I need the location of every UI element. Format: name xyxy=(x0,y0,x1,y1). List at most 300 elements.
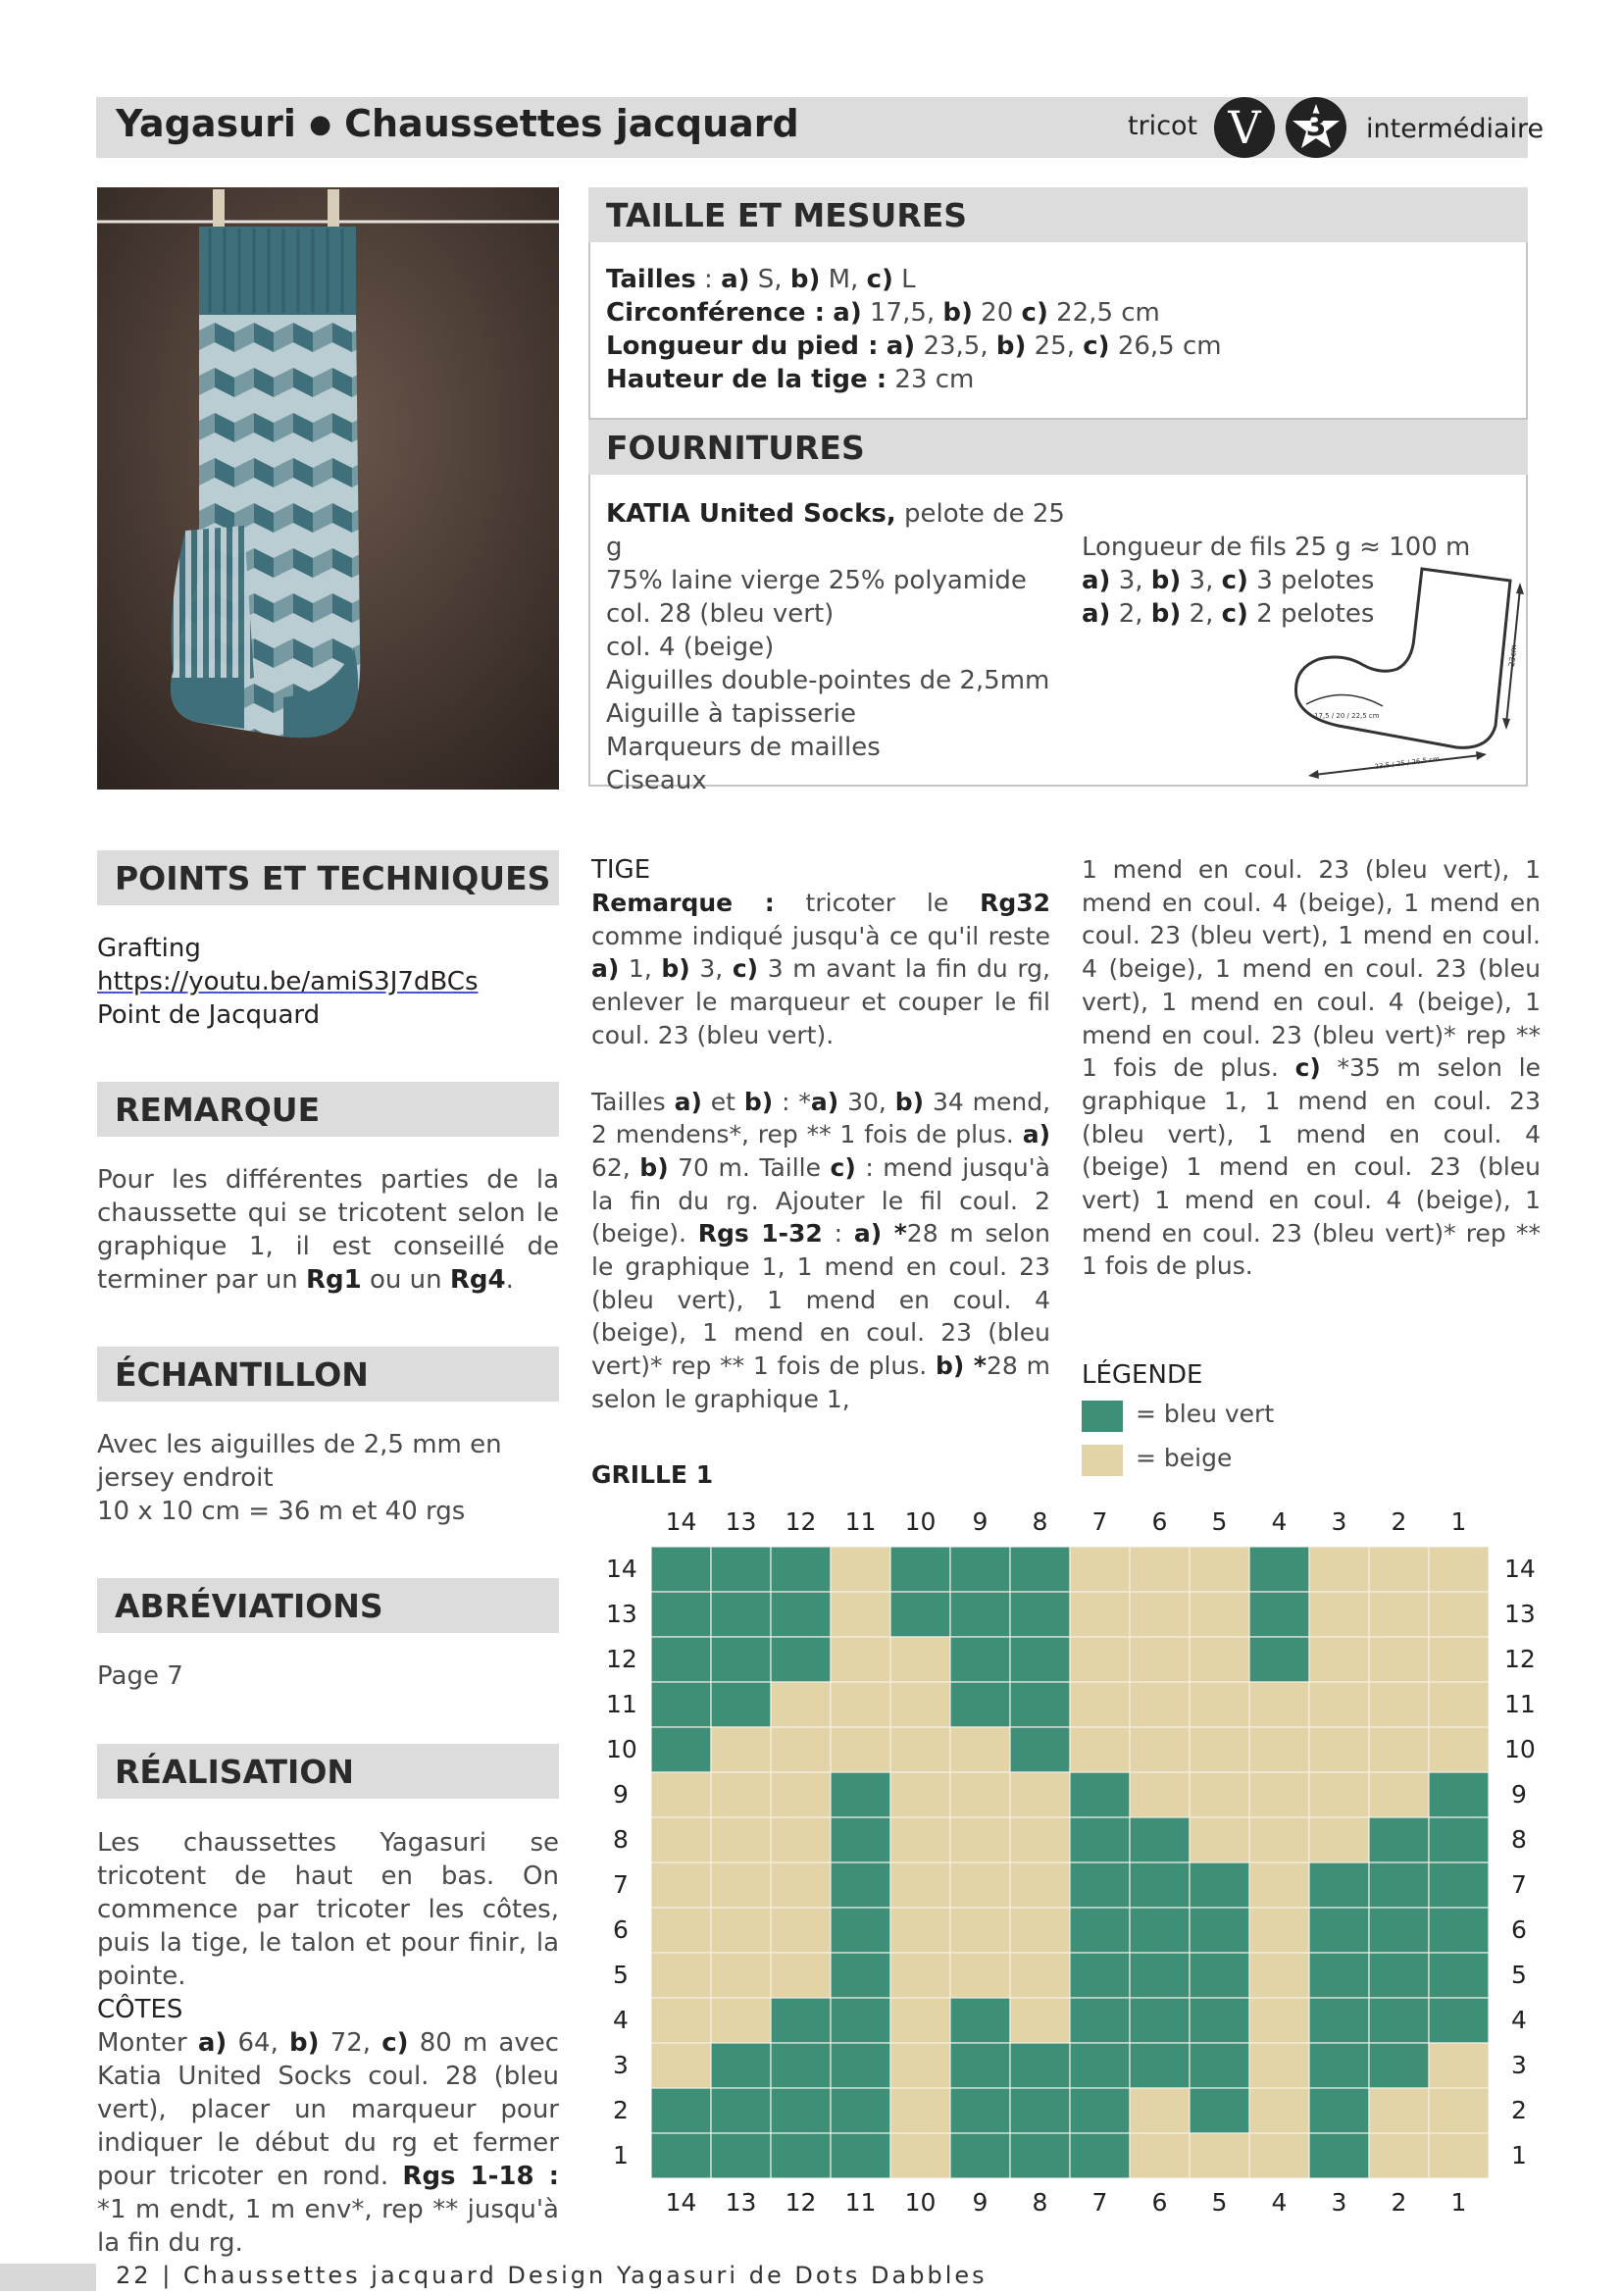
chart-cell xyxy=(1249,1817,1309,1862)
grid-col-label: 9 xyxy=(972,2188,988,2217)
chart-cell xyxy=(831,1953,890,1998)
grid-col-label: 7 xyxy=(1091,2188,1108,2217)
chart-cell xyxy=(1130,1682,1190,1727)
section-heading-taille: TAILLE ET MESURES xyxy=(588,187,1528,242)
chart-cell xyxy=(651,1998,711,2043)
chart-cell xyxy=(1070,1862,1130,1908)
chart-cell xyxy=(1010,1637,1070,1682)
chart-cell xyxy=(1309,1592,1369,1637)
chart-cell xyxy=(831,1862,890,1908)
chart-cell xyxy=(651,1727,711,1772)
chart-cell xyxy=(1309,1908,1369,1953)
grid-col-label: 13 xyxy=(725,1507,757,1536)
grid-row-label: 14 xyxy=(1504,1555,1536,1583)
chart-cell xyxy=(1010,1862,1070,1908)
chart-cell xyxy=(1070,1682,1130,1727)
grid-col-label: 12 xyxy=(785,2188,817,2217)
chart-cell xyxy=(651,1817,711,1862)
chart-cell xyxy=(1249,1772,1309,1817)
chart-cell xyxy=(890,1592,950,1637)
chart-cell xyxy=(1369,1682,1429,1727)
grid-col-label: 8 xyxy=(1032,2188,1048,2217)
cotes-text: Monter a) 64, b) 72, c) 80 m avec Katia United Socks coul. 28 (bleu vert), placer un marqueur pour indiquer le début du rg et fermer pour tricoter en rond. Rgs 1-18 : *1 m endt, 1 m env*, rep ** jusqu'à la fin du rg. xyxy=(97,2028,560,2258)
chart-cell xyxy=(651,2088,711,2133)
chart-cell xyxy=(1130,2088,1190,2133)
chart-cell xyxy=(711,1547,771,1592)
chart-cell xyxy=(1249,2043,1309,2088)
chart-cell xyxy=(771,1547,831,1592)
grid-row-labels-left xyxy=(606,1547,635,2178)
fourniture-item: col. 28 (bleu vert) xyxy=(606,599,835,629)
chart-cell xyxy=(950,1592,1010,1637)
chart-cell xyxy=(711,2043,771,2088)
chart-cell xyxy=(890,1998,950,2043)
fourniture-item: Aiguille à tapisserie xyxy=(606,699,856,729)
chart-cell xyxy=(651,2043,711,2088)
chart-cell xyxy=(1309,2088,1369,2133)
grid-row-label: 11 xyxy=(1504,1690,1536,1718)
chart-cell xyxy=(1309,1727,1369,1772)
chart-cell xyxy=(1130,1592,1190,1637)
pelotes-beige: a) 2, b) 2, c) 2 pelotes xyxy=(1082,599,1375,629)
chart-cell xyxy=(651,1953,711,1998)
chart-cell xyxy=(1429,2088,1489,2133)
chart-cell xyxy=(1010,1953,1070,1998)
chart-cell xyxy=(950,2043,1010,2088)
chart-cell xyxy=(711,1727,771,1772)
abreviations-page: Page 7 xyxy=(97,1661,183,1691)
grafting-video-link[interactable]: https://youtu.be/amiS3J7dBCs xyxy=(97,967,479,996)
chart-cell xyxy=(1309,1862,1369,1908)
chart-cell xyxy=(771,1727,831,1772)
chart-cell xyxy=(711,1998,771,2043)
page-number: 22 xyxy=(116,2262,152,2289)
grid-row-label: 2 xyxy=(1511,2096,1527,2124)
chart-cell xyxy=(771,1592,831,1637)
grid-col-label: 2 xyxy=(1391,2188,1407,2217)
level-star-icon: 3 xyxy=(1286,97,1346,158)
chart-cell xyxy=(651,1547,711,1592)
grid-col-label: 3 xyxy=(1331,1507,1347,1536)
chart-cell xyxy=(1429,1953,1489,1998)
chart-cell xyxy=(950,2133,1010,2178)
grid-row-label: 4 xyxy=(613,2006,629,2034)
points-list xyxy=(97,932,559,1032)
grid-col-label: 5 xyxy=(1211,2188,1228,2217)
chart-cell xyxy=(1369,1998,1429,2043)
chart-cell xyxy=(1130,1727,1190,1772)
grid-row-label: 3 xyxy=(613,2051,629,2079)
chart-cell xyxy=(1369,1817,1429,1862)
echantillon-line: Avec les aiguilles de 2,5 mm en jersey endroit xyxy=(97,1430,502,1493)
chart-cell xyxy=(1369,1862,1429,1908)
diagram-foot-label: 23,5 / 25 / 26,5 cm xyxy=(1374,754,1441,771)
grid-row-label: 8 xyxy=(1511,1825,1527,1854)
footer-bar xyxy=(0,2264,96,2291)
chart-cell xyxy=(1369,1727,1429,1772)
chart-cell xyxy=(831,2133,890,2178)
chart-cell xyxy=(1130,1772,1190,1817)
chart-cell xyxy=(711,1772,771,1817)
grille-heading: GRILLE 1 xyxy=(591,1460,714,1489)
chart-cell xyxy=(1070,1817,1130,1862)
chart-cell xyxy=(950,1862,1010,1908)
chart-cell xyxy=(1429,1862,1489,1908)
chart-cell xyxy=(1429,2043,1489,2088)
remarque-text: Pour les différentes parties de la chaussette qui se tricotent selon le graphique 1, il est conseillé de terminer par un Rg1 ou un Rg4. xyxy=(97,1165,559,1295)
chart-cell xyxy=(1309,1998,1369,2043)
chart-cell xyxy=(1369,1908,1429,1953)
chart-cell xyxy=(950,1637,1010,1682)
grid-row-label: 9 xyxy=(613,1780,629,1809)
grid-row-label: 13 xyxy=(1504,1600,1536,1628)
chart-cell xyxy=(831,1772,890,1817)
chart-cell xyxy=(1190,1862,1249,1908)
legend-label-beige: = beige xyxy=(1136,1444,1233,1472)
chart-cell xyxy=(1190,1817,1249,1862)
grid-col-label: 11 xyxy=(844,2188,877,2217)
chart-cell xyxy=(950,1908,1010,1953)
fourniture-item: 75% laine vierge 25% polyamide xyxy=(606,566,1027,595)
hauteur-tige-line: Hauteur de la tige : 23 cm xyxy=(606,365,975,394)
chart-cell xyxy=(1309,1682,1369,1727)
chart-cell xyxy=(950,1953,1010,1998)
chart-cell xyxy=(711,1817,771,1862)
chart-cell xyxy=(1369,1772,1429,1817)
chart-cell xyxy=(1070,2043,1130,2088)
section-heading-echantillon: ÉCHANTILLON xyxy=(97,1347,559,1402)
fourniture-item: Aiguilles double-pointes de 2,5mm xyxy=(606,666,1050,695)
grid-col-labels-bottom xyxy=(651,2188,1489,2221)
chart-cell xyxy=(711,1592,771,1637)
chart-cell xyxy=(831,1592,890,1637)
knit-badge-icon: V xyxy=(1214,97,1275,158)
grid-row-label: 13 xyxy=(606,1600,637,1628)
section-heading-points: POINTS ET TECHNIQUES xyxy=(97,850,559,905)
chart-cell xyxy=(1010,2133,1070,2178)
chart-cell xyxy=(1429,1908,1489,1953)
chart-cell xyxy=(1249,1547,1309,1592)
grid-col-label: 4 xyxy=(1271,1507,1288,1536)
chart-cell xyxy=(890,2133,950,2178)
chart-cell xyxy=(1369,2088,1429,2133)
grid-col-label: 4 xyxy=(1271,2188,1288,2217)
jacquard-label: Point de Jacquard xyxy=(97,1000,321,1030)
chart-cell xyxy=(711,1908,771,1953)
grid-row-label: 12 xyxy=(606,1645,637,1673)
chart-cell xyxy=(950,2088,1010,2133)
chart-cell xyxy=(1249,1862,1309,1908)
chart-cell xyxy=(831,1908,890,1953)
chart-cell xyxy=(651,1908,711,1953)
chart-cell xyxy=(771,2043,831,2088)
chart-cell xyxy=(651,1772,711,1817)
chart-cell xyxy=(1249,2088,1309,2133)
chart-cell xyxy=(1190,1908,1249,1953)
section-heading-abreviations: ABRÉVIATIONS xyxy=(97,1578,559,1633)
chart-cell xyxy=(651,1637,711,1682)
chart-cell xyxy=(1309,1772,1369,1817)
chart-cell xyxy=(1010,1727,1070,1772)
chart-cell xyxy=(711,1953,771,1998)
grid-col-label: 6 xyxy=(1151,1507,1168,1536)
chart-cell xyxy=(1369,1547,1429,1592)
chart-cell xyxy=(1130,2043,1190,2088)
chart-cell xyxy=(651,1862,711,1908)
tige-tailles-ab: Tailles a) et b) : *a) 30, b) 34 mend, 2 mendens*, rep ** 1 fois de plus. a) 62, b) 70 m. Taille c) : mend jusqu'à la fin du rg. Ajouter le fil coul. 2 (beige). Rgs 1-32 : a) *28 m selon le graphique 1, 1 mend en coul. 23 (bleu vert), 1 mend en coul. 4 (beige), 1 mend en coul. 23 (bleu vert)* rep ** 1 fois de plus. b) *28 m selon le graphique 1, xyxy=(591,1087,1051,1413)
fourniture-item: Ciseaux xyxy=(606,766,707,795)
chart-cell xyxy=(1190,2043,1249,2088)
chart-cell xyxy=(890,1953,950,1998)
chart-cell xyxy=(1249,1908,1309,1953)
chart-cell xyxy=(771,1998,831,2043)
chart-cell xyxy=(771,1772,831,1817)
technique-label: tricot xyxy=(1128,111,1198,141)
fourniture-item: Marqueurs de mailles xyxy=(606,733,881,762)
chart-cell xyxy=(1130,1908,1190,1953)
chart-cell xyxy=(771,1862,831,1908)
grid-col-label: 12 xyxy=(785,1507,817,1536)
grid-row-label: 7 xyxy=(1511,1870,1527,1899)
chart-cell xyxy=(1429,2133,1489,2178)
legende-heading: LÉGENDE xyxy=(1082,1360,1203,1390)
grid-col-label: 10 xyxy=(904,1507,937,1536)
grafting-label: Grafting xyxy=(97,934,201,963)
grid-row-label: 10 xyxy=(606,1735,637,1763)
grid-row-label: 8 xyxy=(613,1825,629,1854)
grid-row-label: 12 xyxy=(1504,1645,1536,1673)
chart-cell xyxy=(1369,2043,1429,2088)
circonference-line: Circonférence : a) 17,5, b) 20 c) 22,5 cm xyxy=(606,298,1160,328)
chart-cell xyxy=(1010,1817,1070,1862)
chart-cell xyxy=(890,2088,950,2133)
chart-cell xyxy=(1010,1547,1070,1592)
grid-col-label: 10 xyxy=(904,2188,937,2217)
chart-cell xyxy=(1190,1637,1249,1682)
chart-cell xyxy=(1429,1772,1489,1817)
grid-col-label: 7 xyxy=(1091,1507,1108,1536)
chart-cell xyxy=(1010,1592,1070,1637)
grid-row-labels-right xyxy=(1504,1547,1534,2178)
chart-cell xyxy=(890,1727,950,1772)
chart-cell xyxy=(1130,2133,1190,2178)
chart-cell xyxy=(890,2043,950,2088)
chart-cell xyxy=(1249,1727,1309,1772)
chart-cell xyxy=(1190,2133,1249,2178)
chart-cell xyxy=(1249,1998,1309,2043)
chart-cell xyxy=(1369,1592,1429,1637)
chart-cell xyxy=(1130,1817,1190,1862)
diagram-leg-label: 23cm xyxy=(1507,644,1519,668)
chart-cell xyxy=(831,2088,890,2133)
chart-cell xyxy=(1130,1547,1190,1592)
chart-cell xyxy=(711,1637,771,1682)
legend-swatch-green xyxy=(1082,1401,1123,1432)
chart-cell xyxy=(1010,1998,1070,2043)
chart-cell xyxy=(831,2043,890,2088)
realisation-text: Les chaussettes Yagasuri se tricotent de haut en bas. On commence par tricoter les côtes, puis la tige, le talon et pour finir, la pointe. xyxy=(97,1828,559,1991)
grid-col-label: 6 xyxy=(1151,2188,1168,2217)
chart-cell xyxy=(1309,1637,1369,1682)
chart-cell xyxy=(890,1817,950,1862)
chart-cell xyxy=(1010,1772,1070,1817)
bullet: ● xyxy=(309,110,331,139)
chart-cell xyxy=(950,1772,1010,1817)
grid-row-label: 14 xyxy=(606,1555,637,1583)
chart-cell xyxy=(890,1862,950,1908)
grid-row-label: 5 xyxy=(1511,1961,1527,1989)
grid-col-label: 9 xyxy=(972,1507,988,1536)
chart-cell xyxy=(1010,2088,1070,2133)
chart-cell xyxy=(771,1817,831,1862)
chart-cell xyxy=(890,1908,950,1953)
chart-cell xyxy=(1429,1727,1489,1772)
sock-diagram xyxy=(1285,559,1525,785)
chart-cell xyxy=(1309,2133,1369,2178)
grid-row-label: 6 xyxy=(1511,1915,1527,1944)
chart-cell xyxy=(1309,2043,1369,2088)
chart-cell xyxy=(1309,1953,1369,1998)
chart-cell xyxy=(771,2088,831,2133)
chart-cell xyxy=(1070,1772,1130,1817)
chart-cell xyxy=(1130,1862,1190,1908)
grid-row-label: 7 xyxy=(613,1870,629,1899)
grid-row-label: 1 xyxy=(613,2141,629,2169)
footer: 22 | Chaussettes jacquard Design Yagasuri de Dots Dabbles xyxy=(116,2262,988,2289)
legend-swatch-beige xyxy=(1082,1445,1123,1476)
grid-row-label: 6 xyxy=(613,1915,629,1944)
chart-cell xyxy=(651,2133,711,2178)
grid-row-label: 10 xyxy=(1504,1735,1536,1763)
chart-cell xyxy=(1429,1682,1489,1727)
legend-label-green: = bleu vert xyxy=(1136,1400,1275,1428)
chart-cell xyxy=(831,1547,890,1592)
chart-cell xyxy=(1249,1953,1309,1998)
chart-cell xyxy=(1190,1953,1249,1998)
chart-cell xyxy=(890,1637,950,1682)
chart-cell xyxy=(950,1682,1010,1727)
chart-cell xyxy=(1070,1908,1130,1953)
chart-cell xyxy=(771,1908,831,1953)
chart-cell xyxy=(1309,1547,1369,1592)
echantillon-line: 10 x 10 cm = 36 m et 40 rgs xyxy=(97,1497,466,1526)
chart-cell xyxy=(651,1682,711,1727)
yarn-length: Longueur de fils 25 g ≈ 100 m xyxy=(1082,533,1471,562)
chart-cell xyxy=(1369,1953,1429,1998)
page-title: Yagasuri ● Chaussettes jacquard xyxy=(116,102,799,145)
chart-cell xyxy=(1429,1637,1489,1682)
chart-cell xyxy=(1010,1908,1070,1953)
grid-col-label: 2 xyxy=(1391,1507,1407,1536)
chart-cell xyxy=(771,1637,831,1682)
chart-cell xyxy=(1369,1637,1429,1682)
chart-cell xyxy=(1369,2133,1429,2178)
tailles-line: Tailles : a) S, b) M, c) L xyxy=(606,265,916,294)
chart-cell xyxy=(1190,2088,1249,2133)
chart-cell xyxy=(1190,1998,1249,2043)
chart-cell xyxy=(1429,1998,1489,2043)
grid-row-label: 11 xyxy=(606,1690,637,1718)
chart-cell xyxy=(711,1862,771,1908)
section-heading-realisation: RÉALISATION xyxy=(97,1744,559,1799)
chart-cell xyxy=(1190,1547,1249,1592)
chart-cell xyxy=(831,1682,890,1727)
chart-cell xyxy=(1070,2133,1130,2178)
chart-cell xyxy=(1309,1817,1369,1862)
chart-cell xyxy=(890,1772,950,1817)
chart-cell xyxy=(950,1998,1010,2043)
chart-cell xyxy=(651,1592,711,1637)
chart-cell xyxy=(1190,1682,1249,1727)
chart-cell xyxy=(831,1727,890,1772)
chart-cell xyxy=(1190,1592,1249,1637)
chart-cell xyxy=(950,1727,1010,1772)
tige-heading: TIGE xyxy=(591,855,651,885)
taille-details xyxy=(606,263,1489,396)
grid-col-labels-top xyxy=(651,1507,1489,1541)
chart-cell xyxy=(1010,2043,1070,2088)
chart-cell xyxy=(1070,1727,1130,1772)
chart-cell xyxy=(1429,1592,1489,1637)
chart-cell xyxy=(1190,1727,1249,1772)
pelotes-green: a) 3, b) 3, c) 3 pelotes xyxy=(1082,566,1375,595)
grid-col-label: 14 xyxy=(665,1507,697,1536)
grid-col-label: 13 xyxy=(725,2188,757,2217)
chart-cell xyxy=(1010,1682,1070,1727)
chart-cell xyxy=(1070,1547,1130,1592)
difficulty-level: intermédiaire xyxy=(1366,114,1545,144)
chart-cell xyxy=(771,1953,831,1998)
chart-cell xyxy=(890,1547,950,1592)
tige-text-col1 xyxy=(591,887,1050,1416)
chart-cell xyxy=(1130,1998,1190,2043)
grid-col-label: 3 xyxy=(1331,2188,1347,2217)
chart-cell xyxy=(771,1682,831,1727)
grid-col-label: 11 xyxy=(844,1507,877,1536)
chart-cell xyxy=(1249,2133,1309,2178)
chart-cell xyxy=(1130,1637,1190,1682)
chart-cell xyxy=(771,2133,831,2178)
chart-cell xyxy=(1429,1817,1489,1862)
longueur-pied-line: Longueur du pied : a) 23,5, b) 25, c) 26,5 cm xyxy=(606,332,1222,361)
grid-col-label: 1 xyxy=(1450,1507,1467,1536)
echantillon-text xyxy=(97,1428,563,1528)
grid-row-label: 5 xyxy=(613,1961,629,1989)
chart-cell xyxy=(1249,1637,1309,1682)
section-heading-remarque: REMARQUE xyxy=(97,1082,559,1137)
tige-remarque: Remarque : tricoter le Rg32 comme indiqué jusqu'à ce qu'il reste a) 1, b) 3, c) 3 m avant la fin du rg, enlever le marqueur et couper le fil coul. 23 (bleu vert). xyxy=(591,889,1051,1049)
chart-cell xyxy=(1190,1772,1249,1817)
grid-row-label: 3 xyxy=(1511,2051,1527,2079)
chart-cell xyxy=(950,1817,1010,1862)
section-heading-fournitures: FOURNITURES xyxy=(588,420,1528,475)
chart-cell xyxy=(1070,2088,1130,2133)
fourniture-item: col. 4 (beige) xyxy=(606,633,775,662)
chart-cell xyxy=(1070,1998,1130,2043)
grid-row-label: 4 xyxy=(1511,2006,1527,2034)
chart-cell xyxy=(831,1998,890,2043)
chart-cell xyxy=(1070,1637,1130,1682)
grid-col-label: 5 xyxy=(1211,1507,1228,1536)
grid-col-label: 8 xyxy=(1032,1507,1048,1536)
yarn-brand: KATIA United Socks, pelote de 25 g xyxy=(606,499,1065,562)
chart-cell xyxy=(890,1682,950,1727)
chart-cell xyxy=(711,2133,771,2178)
grid-row-label: 1 xyxy=(1511,2141,1527,2169)
jacquard-chart-grid xyxy=(651,1547,1489,2178)
chart-cell xyxy=(1429,1547,1489,1592)
grid-row-label: 9 xyxy=(1511,1780,1527,1809)
